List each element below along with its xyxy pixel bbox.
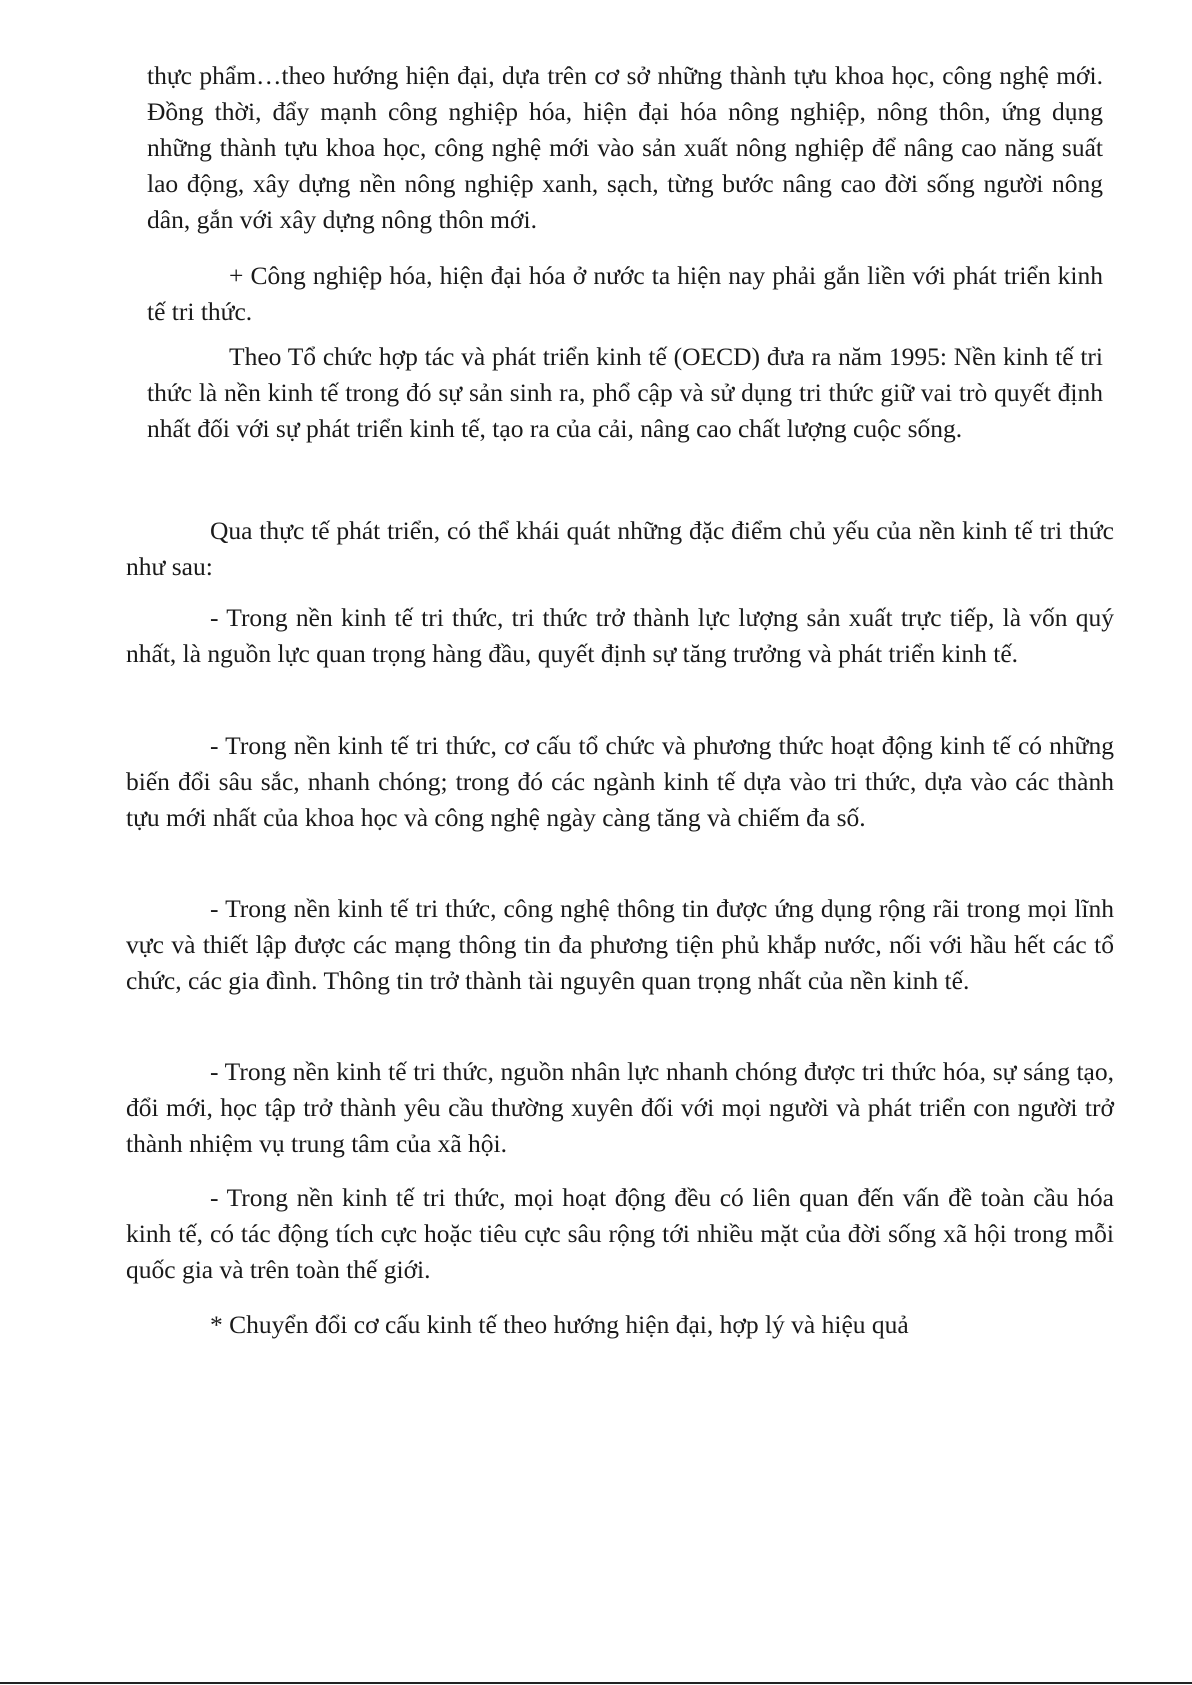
- paragraph-knowledge-as-production-force: - Trong nền kinh tế tri thức, tri thức trở thành lực lượng sản xuất trực tiếp, là vốn quý nhất, là nguồn lực quan trọng hàng đầu, quyết định sự tăng trưởng và phát triển kinh tế.: [126, 603, 1114, 668]
- paragraph-characteristics-intro: Qua thực tế phát triển, có thể khái quát những đặc điểm chủ yếu của nền kinh tế tri thức như sau:: [126, 516, 1114, 581]
- section-heading-economic-restructuring: * Chuyển đổi cơ cấu kinh tế theo hướng hiện đại, hợp lý và hiệu quả: [210, 1310, 909, 1339]
- paragraph-human-resources: - Trong nền kinh tế tri thức, nguồn nhân lực nhanh chóng được tri thức hóa, sự sáng tạo, đổi mới, học tập trở thành yêu cầu thường xuyên đối với mọi người và phát triển con người trở thành nhiệm vụ trung tâm của xã hội.: [126, 1057, 1114, 1158]
- paragraph-oecd-definition: Theo Tổ chức hợp tác và phát triển kinh tế (OECD) đưa ra năm 1995: Nền kinh tế tri thức là nền kinh tế trong đó sự sản sinh ra, phổ cập và sử dụng tri thức giữ vai trò quyết định nhất đối với sự phát triển kinh tế, tạo ra của cải, nâng cao chất lượng cuộc sống.: [147, 342, 1103, 443]
- page-bottom-rule: [0, 1682, 1192, 1684]
- paragraph-knowledge-economy-link: + Công nghiệp hóa, hiện đại hóa ở nước ta hiện nay phải gắn liền với phát triển kinh tế tri thức.: [147, 261, 1103, 326]
- paragraph-economic-structure-change: - Trong nền kinh tế tri thức, cơ cấu tổ chức và phương thức hoạt động kinh tế có những biến đổi sâu sắc, nhanh chóng; trong đó các ngành kinh tế dựa vào tri thức, dựa vào các thành tựu mới nhất của khoa học và công nghệ ngày càng tăng và chiếm đa số.: [126, 731, 1114, 832]
- paragraph-globalization: - Trong nền kinh tế tri thức, mọi hoạt động đều có liên quan đến vấn đề toàn cầu hóa kinh tế, có tác động tích cực hoặc tiêu cực sâu rộng tới nhiều mặt của đời sống xã hội trong mỗi quốc gia và trên toàn thế giới.: [126, 1183, 1114, 1284]
- paragraph-agriculture-modernization: thực phẩm…theo hướng hiện đại, dựa trên cơ sở những thành tựu khoa học, công nghệ mới. Đồng thời, đẩy mạnh công nghiệp hóa, hiện đại hóa nông nghiệp, nông thôn, ứng dụng những thành tựu khoa học, công nghệ mới vào sản xuất nông nghiệp để nâng cao năng suất lao động, xây dựng nền nông nghiệp xanh, sạch, từng bước nâng cao đời sống người nông dân, gắn với xây dựng nông thôn mới.: [147, 61, 1103, 234]
- paragraph-information-technology: - Trong nền kinh tế tri thức, công nghệ thông tin được ứng dụng rộng rãi trong mọi lĩnh vực và thiết lập được các mạng thông tin đa phương tiện phủ khắp nước, nối với hầu hết các tổ chức, các gia đình. Thông tin trở thành tài nguyên quan trọng nhất của nền kinh tế.: [126, 894, 1114, 995]
